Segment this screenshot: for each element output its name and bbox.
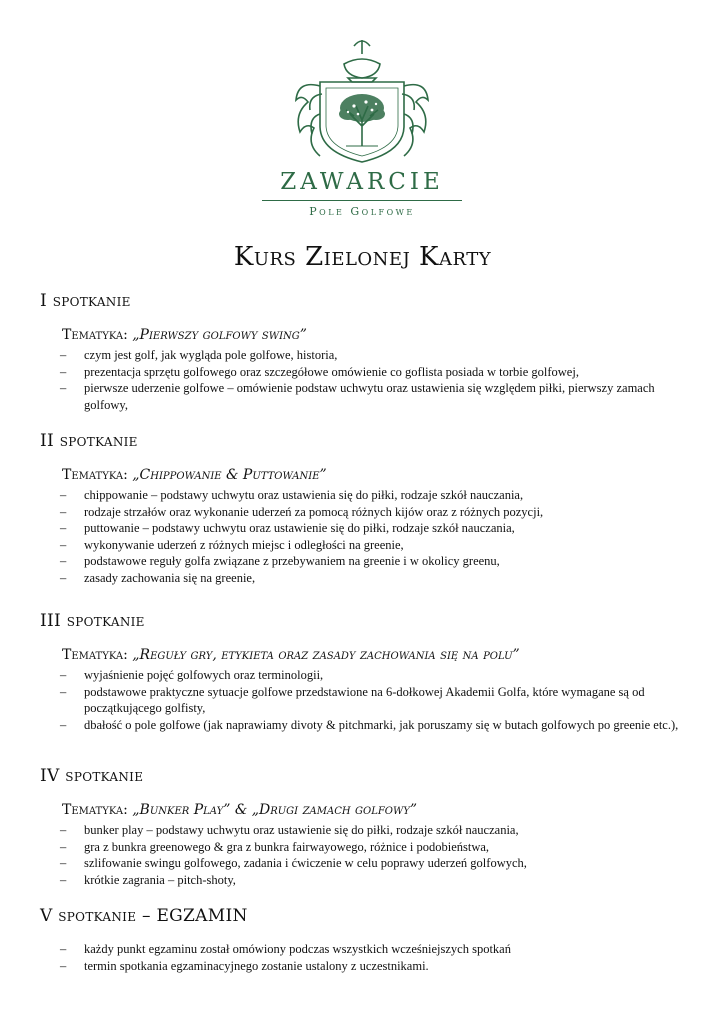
section-heading: III spotkanie — [40, 611, 145, 631]
section-5 — [0, 905, 725, 974]
section-4 — [0, 765, 725, 888]
topic-list — [0, 941, 725, 974]
list-item: – zasady zachowania się na greenie, — [84, 570, 695, 587]
brand-block — [262, 170, 462, 219]
list-item: – termin spotkania egzaminacyjnego zostanie ustalony z uczestnikami. — [84, 958, 695, 975]
list-item: – wykonywanie uderzeń z różnych miejsc i odległości na greenie, — [84, 537, 695, 554]
list-item: – podstawowe reguły golfa związane z przebywaniem na greenie i w okolicy greenu, — [84, 553, 695, 570]
section-heading: IV spotkanie — [40, 766, 144, 786]
list-item: – każdy punkt egzaminu został omówiony podczas wszystkich wcześniejszych spotkań — [84, 941, 695, 958]
section-heading: I spotkanie — [40, 291, 131, 311]
topic-list — [0, 347, 725, 413]
section-topic: Tematyka: „Pierwszy golfowy swing” — [62, 327, 307, 343]
list-item: – wyjaśnienie pojęć golfowych oraz terminologii, — [84, 667, 695, 684]
list-item: – krótkie zagrania – pitch-shoty, — [84, 872, 695, 889]
document-title: Kurs Zielonej Karty — [233, 242, 492, 272]
list-item: – puttowanie – podstawy uchwytu oraz ustawienie się do piłki, rodzaje szkół nauczania, — [84, 520, 695, 537]
list-item: – bunker play – podstawy uchwytu oraz ustawienie się do piłki, rodzaje szkół nauczania, — [84, 822, 695, 839]
topic-list — [0, 822, 725, 888]
topic-title: „Chippowanie & Puttowanie” — [132, 467, 327, 483]
list-item: – rodzaje strzałów oraz wykonanie uderzeń za pomocą różnych kijów oraz z różnych pozycji, — [84, 504, 695, 521]
brand-divider — [262, 200, 462, 201]
section-topic: Tematyka: „Bunker Play” & „Drugi zamach golfowy” — [62, 802, 418, 818]
list-item: – szlifowanie swingu golfowego, zadania i ćwiczenie w celu poprawy uderzeń golfowych, — [84, 855, 695, 872]
section-3 — [0, 610, 725, 733]
section-topic: Tematyka: „Reguły gry, etykieta oraz zasady zachowania się na polu” — [62, 647, 520, 663]
list-item: – prezentacja sprzętu golfowego oraz szczegółowe omówienie co goflista posiada w torbie golfowej, — [84, 364, 695, 381]
list-item: – gra z bunkra greenowego & gra z bunkra fairwayowego, różnice i podobieństwa, — [84, 839, 695, 856]
topic-title: „Bunker Play” & „Drugi zamach golfowy” — [132, 802, 418, 818]
list-item: – chippowanie – podstawy uchwytu oraz ustawienia się do piłki, rodzaje szkół nauczania, — [84, 487, 695, 504]
section-heading: II spotkanie — [40, 431, 138, 451]
topic-title: „Reguły gry, etykieta oraz zasady zachowania się na polu” — [132, 647, 520, 663]
list-item: – czym jest golf, jak wygląda pole golfowe, historia, — [84, 347, 695, 364]
list-item: – dbałość o pole golfowe (jak naprawiamy divoty & pitchmarki, jak poruszamy się w butach golfowych po greenie etc.), — [84, 717, 695, 734]
list-item: – pierwsze uderzenie golfowe – omówienie podstaw uchwytu oraz ustawienia się względem piłki, pierwszy zamach golfowy, — [84, 380, 695, 413]
topic-list — [0, 667, 725, 733]
section-topic: Tematyka: „Chippowanie & Puttowanie” — [62, 467, 327, 483]
section-1 — [0, 290, 725, 413]
section-2 — [0, 430, 725, 586]
topic-list — [0, 487, 725, 586]
crest-logo — [262, 34, 462, 164]
brand-name: ZAWARCIE — [280, 169, 444, 195]
brand-subtitle: Pole Golfowe — [309, 205, 415, 218]
list-item: – podstawowe praktyczne sytuacje golfowe przedstawione na 6-dołkowej Akademii Golfa, które wymagane są od początkującego golfisty, — [84, 684, 695, 717]
section-heading: V spotkanie – EGZAMIN — [40, 906, 248, 926]
topic-title: „Pierwszy golfowy swing” — [132, 327, 307, 343]
